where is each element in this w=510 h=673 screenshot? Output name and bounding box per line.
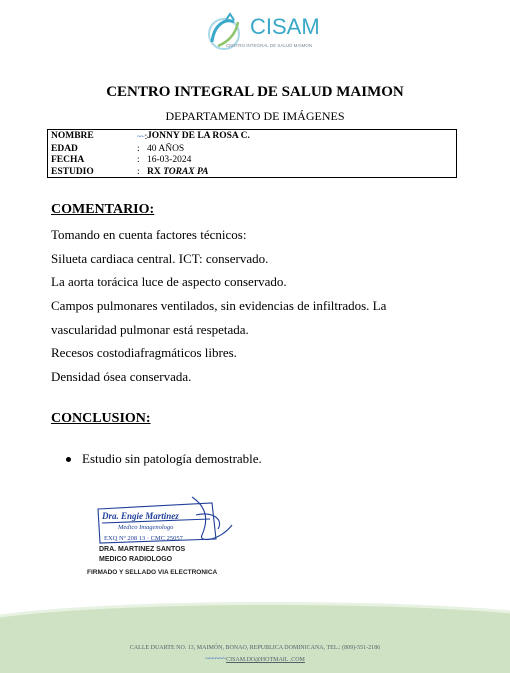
spellcheck-mark: ~~ <box>137 132 144 141</box>
conclusion-item <box>66 451 262 467</box>
page-title: CENTRO INTEGRAL DE SALUD MAIMON <box>106 84 404 100</box>
conclusion-text: Estudio sin patología demostrable. <box>82 451 262 466</box>
study-value: RX TORAX PA <box>147 166 209 177</box>
study-separator: : <box>137 166 140 177</box>
age-label: EDAD <box>51 143 78 154</box>
patient-name-row <box>51 131 453 144</box>
age-separator: : <box>137 143 140 154</box>
logo-subtitle: CENTRO INTEGRAL DE SALUD MAIMON <box>226 43 313 48</box>
date-label: FECHA <box>51 155 85 165</box>
name-label: NOMBRE <box>51 131 94 141</box>
signature-stamp <box>92 495 242 550</box>
svg-text:Dra. Engie Martinez: Dra. Engie Martinez <box>102 511 179 521</box>
name-separator: ~~: <box>137 132 148 142</box>
age-value: 40 AÑOS <box>147 143 185 154</box>
comment-line: Densidad ósea conservada. <box>51 369 192 385</box>
date-separator: : <box>137 155 140 165</box>
comment-line: Campos pulmonares ventilados, sin evidencias de infiltrados. La <box>51 298 387 314</box>
clinic-logo <box>204 12 320 58</box>
signature-note: FIRMADO Y SELLADO VIA ELECTRONICA <box>87 569 218 576</box>
signer-role: MEDICO RADIOLOGO <box>99 556 173 563</box>
bullet-icon <box>66 457 71 462</box>
patient-age-row <box>51 144 453 156</box>
name-value: JONNY DE LA ROSA C. <box>147 131 250 141</box>
patient-date-row <box>51 155 453 167</box>
patient-study-row <box>51 167 453 179</box>
date-value: 16-03-2024 <box>147 155 192 165</box>
conclusion-heading: CONCLUSION: <box>51 411 151 426</box>
comment-line: vascularidad pulmonar está respetada. <box>51 321 249 337</box>
comment-line: La aorta torácica luce de aspecto conservado. <box>51 274 287 290</box>
comment-heading: COMENTARIO: <box>51 202 155 217</box>
comment-line: Recesos costodiafragmáticos libres. <box>51 345 237 361</box>
comment-body <box>51 223 431 389</box>
signer-name: DRA. MARTINEZ SANTOS <box>99 546 186 553</box>
patient-info-box <box>47 129 457 178</box>
svg-text:EXQ Nº 208 13 · CMC 25057: EXQ Nº 208 13 · CMC 25057 <box>104 535 183 542</box>
study-label: ESTUDIO <box>51 166 94 177</box>
comment-line: Silueta cardiaca central. ICT: conservado. <box>51 250 269 266</box>
department-title: DEPARTAMENTO DE IMÁGENES <box>165 109 345 123</box>
footer-email-line <box>0 654 510 663</box>
svg-text:Medico Imagenologo: Medico Imagenologo <box>118 524 174 531</box>
logo-wordmark: CISAM <box>250 14 320 39</box>
comment-line: Tomando en cuenta factores técnicos: <box>51 227 247 242</box>
footer-address: CALLE DUARTE NO. 13, MAIMÓN, BONAO, REPUBLICA DOMINICANA, TEL.: (809)-551-2186 <box>129 645 381 651</box>
footer-email[interactable]: CISAM.DO@HOTMAIL .COM <box>226 657 305 663</box>
spellcheck-mark: ~~~~~~ <box>205 654 226 663</box>
